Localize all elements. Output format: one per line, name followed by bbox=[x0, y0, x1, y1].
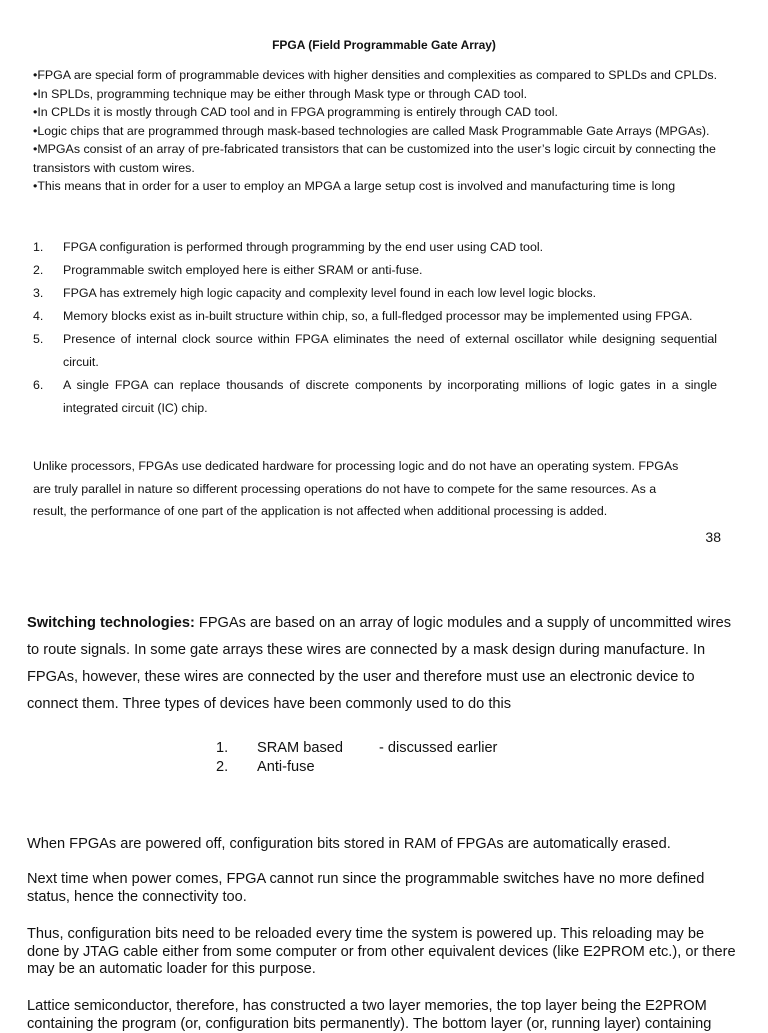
device-types-list bbox=[216, 739, 497, 777]
list-item bbox=[33, 328, 717, 374]
list-number: 1. bbox=[216, 740, 229, 756]
bullet-item: •FPGA are special form of programmable devices with higher densities and complexities as compared to SPLDs and CPLDs. bbox=[33, 68, 718, 82]
list-text: FPGA has extremely high logic capacity and complexity level found in each low level logic blocks. bbox=[63, 286, 597, 300]
switching-body: FPGAs are based on an array of logic modules and a supply of uncommitted wires to route signals. In some gate arrays these wires are connected by a mask design during manufacture. In FPGAs, however, these wires are connected by the user and therefore must use an electronic device to connect them. Three types of devices have been commonly used to do this bbox=[27, 615, 732, 712]
bullet-item: •In SPLDs, programming technique may be either through Mask type or through CAD tool. bbox=[33, 86, 528, 101]
list-number: 2. bbox=[33, 263, 44, 277]
list-number: 5. bbox=[33, 332, 44, 346]
list-text: A single FPGA can replace thousands of discrete components by incorporating millions of logic gates in a single integrated circuit (IC) chip. bbox=[63, 378, 717, 415]
list-item bbox=[33, 259, 717, 282]
switching-paragraph bbox=[27, 610, 739, 718]
list-text: FPGA configuration is performed through programming by the end user using CAD tool. bbox=[63, 240, 544, 254]
page-title: FPGA (Field Programmable Gate Array) bbox=[272, 38, 496, 52]
list-text: Anti-fuse bbox=[257, 759, 315, 775]
list-text: Presence of internal clock source within FPGA eliminates the need of external oscillator while designing sequential circuit. bbox=[63, 332, 717, 369]
page-number: 38 bbox=[705, 529, 721, 545]
list-number: 2. bbox=[216, 759, 229, 775]
list-item bbox=[33, 236, 717, 259]
list-number: 6. bbox=[33, 378, 44, 392]
list-item bbox=[216, 739, 497, 758]
bullet-item: •In CPLDs it is mostly through CAD tool and in FPGA programming is entirely through CAD tool. bbox=[33, 105, 558, 119]
body-paragraph: When FPGAs are powered off, configuration bits stored in RAM of FPGAs are automatically erased. bbox=[27, 836, 671, 852]
body-paragraph: Thus, configuration bits need to be reloaded every time the system is powered up. This reloading may be done by JTAG cable either from some computer or from other equivalent devices (like E2PROM etc.), or there may be an automatic loader for this purpose. bbox=[27, 926, 736, 977]
processor-comparison-paragraph bbox=[33, 455, 705, 523]
list-text: SRAM based bbox=[257, 740, 343, 756]
list-item bbox=[216, 758, 497, 777]
paragraph-line: result, the performance of one part of the application is not affected when additional processing is added. bbox=[33, 504, 608, 518]
list-number: 4. bbox=[33, 309, 44, 323]
paragraph-line: Unlike processors, FPGAs use dedicated hardware for processing logic and do not have an operating system. FPGAs bbox=[33, 459, 679, 473]
bullet-list bbox=[33, 66, 745, 196]
bullet-item: •MPGAs consist of an array of pre-fabricated transistors that can be customized into the user’s logic circuit by connecting the transistors with custom wires. bbox=[33, 142, 716, 175]
list-item bbox=[33, 374, 717, 420]
list-text: Programmable switch employed here is either SRAM or anti-fuse. bbox=[63, 263, 423, 277]
bullet-item: •This means that in order for a user to employ an MPGA a large setup cost is involved and manufacturing time is long bbox=[33, 179, 676, 193]
switching-technologies-section bbox=[0, 560, 768, 1032]
list-text: Memory blocks exist as in-built structure within chip, so, a full-fledged processor may be implemented using FPGA. bbox=[63, 309, 693, 323]
list-item bbox=[33, 282, 717, 305]
fpga-features-list bbox=[33, 236, 717, 420]
list-item bbox=[33, 305, 717, 328]
section-heading: Switching technologies: bbox=[27, 615, 195, 631]
list-comment: - discussed earlier bbox=[379, 740, 498, 756]
bullet-item: •Logic chips that are programmed through mask-based technologies are called Mask Programmable Gate Arrays (MPGAs). bbox=[33, 123, 710, 138]
list-number: 3. bbox=[33, 286, 44, 300]
paragraph-line: are truly parallel in nature so different processing operations do not have to compete for the same resources. As a bbox=[33, 481, 657, 496]
list-number: 1. bbox=[33, 240, 44, 254]
body-paragraph: Next time when power comes, FPGA cannot run since the programmable switches have no more defined status, hence the connectivity too. bbox=[27, 871, 705, 905]
body-paragraph: Lattice semiconductor, therefore, has constructed a two layer memories, the top layer being the E2PROM containing the program (or, configuration bits permanently). The bottom layer (or, running layer) containing bbox=[27, 998, 712, 1032]
